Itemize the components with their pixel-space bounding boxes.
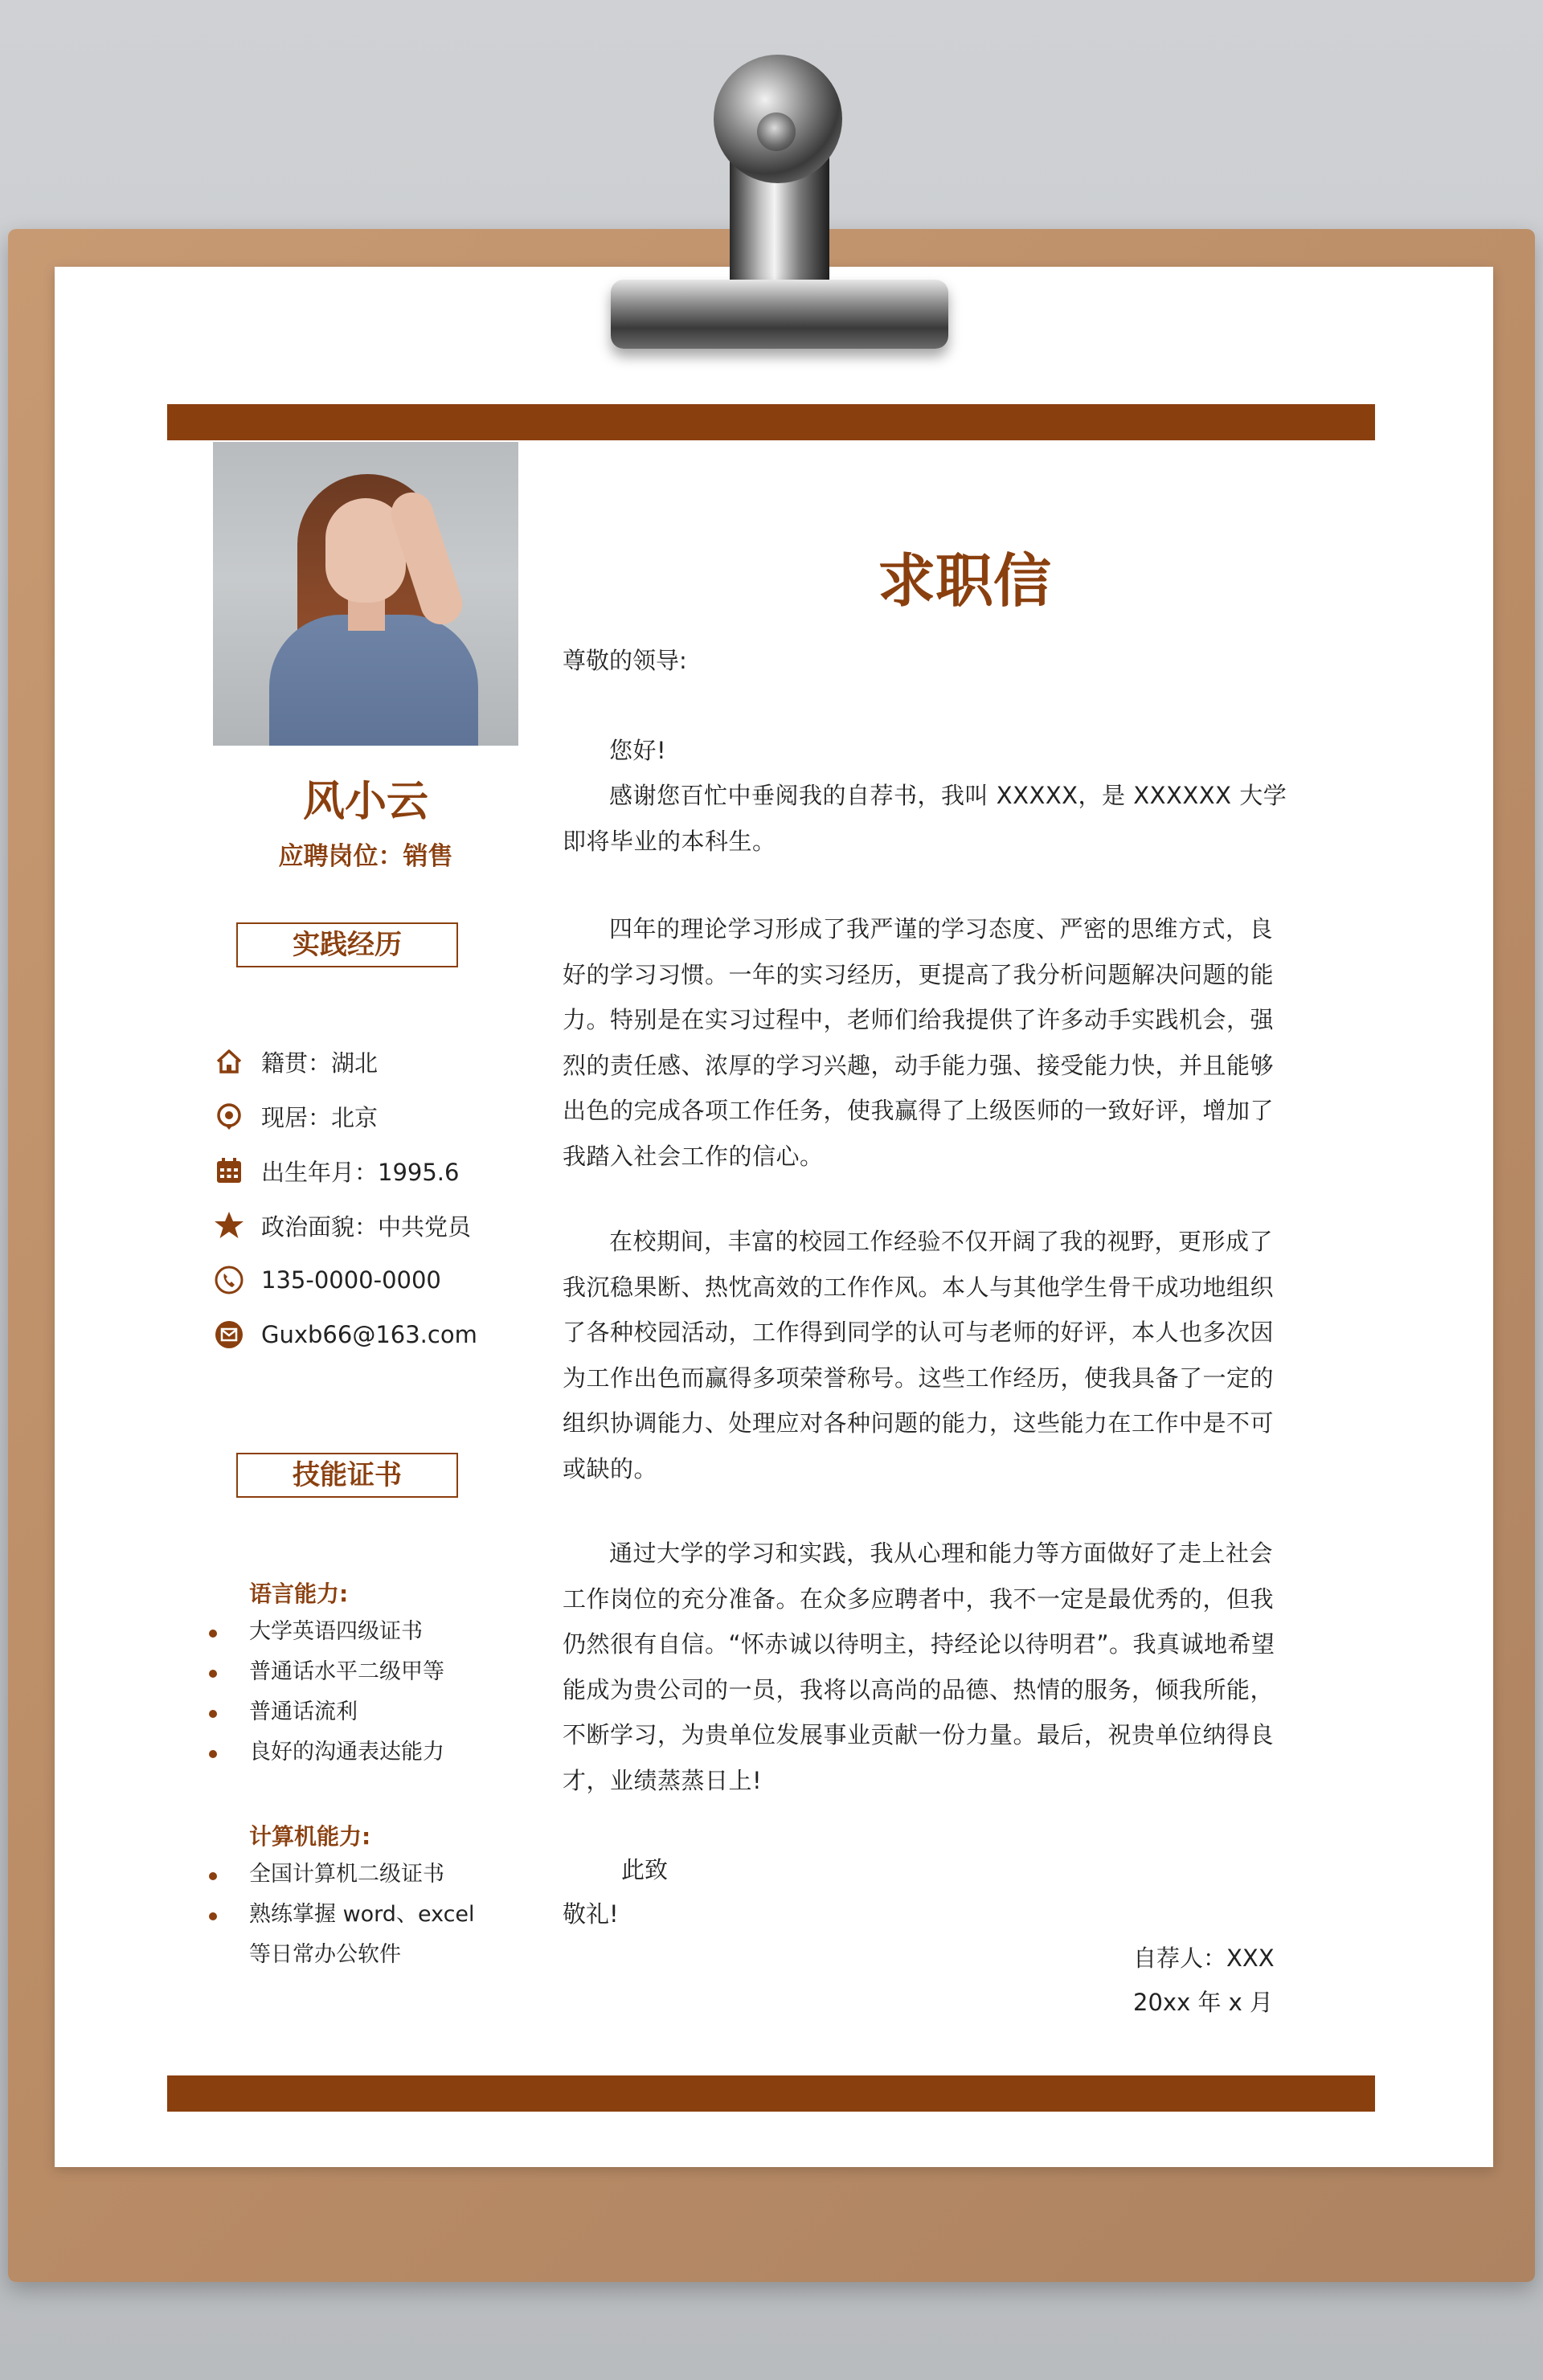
- hometown-text: 籍贯：湖北: [261, 1049, 379, 1077]
- profile-photo: [213, 442, 518, 746]
- paragraph-campus: 在校期间，丰富的校园工作经验不仅开阔了我的视野，更形成了我沉稳果断、热忱高效的工作作风。本人与其他学生骨干成功地组织了各种校园活动，工作得到同学的认可与老师的好评，本人也多次因为工作出色而赢得多项荣誉称号。这些工作经历，使我具备了一定的组织协调能力、处理应对各种问题的能力，这些能力在工作中是不可或缺的。: [563, 1228, 1275, 1482]
- email-icon: [213, 1319, 245, 1351]
- list-item: 大学英语四级证书: [207, 1612, 513, 1652]
- section-practice: 实践经历: [236, 922, 458, 967]
- email-text: Guxb66@163.com: [261, 1321, 477, 1348]
- list-item: 普通话流利: [207, 1692, 513, 1732]
- phone-icon: [213, 1264, 245, 1296]
- computer-skills-list: [207, 1855, 481, 1975]
- closing-salute: 敬礼!: [563, 1900, 619, 1928]
- letter-date: 20xx 年 x 月: [1133, 1989, 1274, 2016]
- home-icon: [213, 1045, 245, 1078]
- greeting: 您好!: [609, 737, 667, 764]
- birth-text: 出生年月：1995.6: [261, 1158, 460, 1186]
- paragraph-study: 四年的理论学习形成了我严谨的学习态度、严密的思维方式，良好的学习习惯。一年的实习经历，更提高了我分析问题解决问题的能力。特别是在实习过程中，老师们给我提供了许多动手实践机会，强烈的责任感、浓厚的学习兴趣，动手能力强、接受能力快，并且能够出色的完成各项工作任务，使我赢得了上级医师的一致好评，增加了我踏入社会工作的信心。: [563, 915, 1275, 1170]
- info-phone: [213, 1262, 441, 1298]
- language-skills-title: 语言能力:: [249, 1581, 349, 1607]
- paragraph-readiness: 通过大学的学习和实践，我从心理和能力等方面做好了走上社会工作岗位的充分准备。在众多应聘者中，我不一定是最优秀的，但我仍然很有自信。“怀赤诚以待明主，持经论以待明君”。我真诚地希望能成为贵公司的一员，我将以高尚的品德、热情的服务，倾我所能，不断学习，为贵单位发展事业贡献一份力量。最后，祝贵单位纳得良才，业绩蒸蒸日上!: [563, 1540, 1275, 1794]
- list-item: 全国计算机二级证书: [207, 1855, 481, 1895]
- closing-regards: 此致: [621, 1856, 669, 1883]
- info-politics: [213, 1207, 471, 1244]
- star-icon: [213, 1209, 245, 1241]
- location-pin-icon: [213, 1100, 245, 1132]
- info-residence: [213, 1098, 378, 1135]
- info-birth: [213, 1152, 459, 1189]
- letter-title: 求职信: [877, 546, 1051, 615]
- top-accent-bar: [167, 404, 1375, 440]
- paragraph-intro: 感谢您百忙中垂阅我的自荐书，我叫 XXXXX，是 XXXXXX 大学即将毕业的本科生。: [563, 782, 1287, 855]
- clip-hole: [757, 112, 796, 151]
- list-item: 良好的沟通表达能力: [207, 1732, 513, 1773]
- residence-text: 现居：北京: [261, 1103, 379, 1131]
- computer-skills-title: 计算机能力:: [249, 1823, 371, 1850]
- politics-text: 政治面貌：中共党员: [261, 1212, 472, 1241]
- binder-clip: [563, 48, 948, 354]
- candidate-name: 风小云: [302, 777, 428, 826]
- calendar-icon: [213, 1155, 245, 1187]
- photo-shirt: [269, 615, 478, 746]
- phone-text: 135-0000-0000: [261, 1266, 441, 1294]
- info-email: [213, 1316, 477, 1353]
- salutation: 尊敬的领导:: [563, 647, 687, 674]
- language-skills-list: [207, 1612, 513, 1773]
- clip-base: [611, 280, 948, 349]
- applied-position: 应聘岗位：销售: [278, 842, 453, 871]
- list-item: 普通话水平二级甲等: [207, 1652, 513, 1692]
- bottom-accent-bar: [167, 2075, 1375, 2112]
- list-item: 熟练掌握 word、excel 等日常办公软件: [207, 1895, 481, 1975]
- info-hometown: [213, 1043, 378, 1080]
- section-skills: 技能证书: [236, 1453, 458, 1498]
- signer: 自荐人：XXX: [1133, 1944, 1275, 1972]
